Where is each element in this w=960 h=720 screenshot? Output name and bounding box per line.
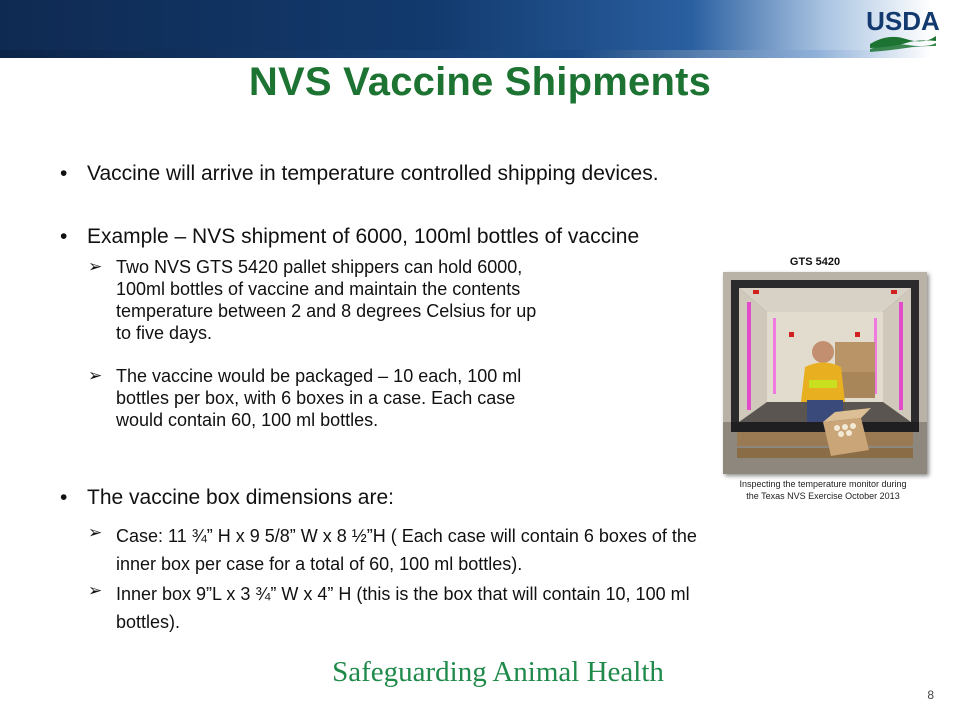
footer-tagline: Safeguarding Animal Health	[332, 656, 664, 688]
bullet-2-text: Example – NVS shipment of 6000, 100ml bottles of vaccine	[87, 225, 640, 248]
page-number: 8	[927, 688, 934, 702]
photo-title: GTS 5420	[789, 256, 841, 268]
sub-line: bottles per box, with 6 boxes in a case. Each case	[116, 388, 516, 408]
arrow-bullet-icon: ➢	[88, 523, 103, 542]
sub-line: to five days.	[116, 323, 213, 343]
bullet-1-text: Vaccine will arrive in temperature controlled shipping devices.	[87, 162, 659, 185]
slide-title: NVS Vaccine Shipments	[248, 60, 712, 104]
sub-line: Two NVS GTS 5420 pallet shippers can hold 6000,	[116, 257, 523, 277]
arrow-bullet-icon: ➢	[88, 366, 103, 385]
bullet-3-text: The vaccine box dimensions are:	[87, 486, 394, 509]
bullet-dot-icon: •	[60, 225, 68, 248]
sub-line: bottles).	[116, 612, 181, 632]
photo-caption-line-2: the Texas NVS Exercise October 2013	[746, 491, 900, 501]
bullet-dot-icon: •	[60, 162, 68, 185]
sub-line: would contain 60, 100 ml bottles.	[116, 410, 379, 430]
gts-5420-photo	[723, 272, 927, 474]
photo-caption	[700, 478, 946, 502]
header-banner-band	[0, 50, 960, 58]
arrow-bullet-icon: ➢	[88, 257, 103, 276]
sub-line: inner box per case for a total of 60, 100 ml bottles).	[116, 554, 523, 574]
sub-line: temperature between 2 and 8 degrees Celsius for up	[116, 301, 537, 321]
sub-line: Inner box 9”L x 3 ¾” W x 4” H (this is the box that will contain 10, 100 ml	[116, 584, 690, 604]
usda-logo	[866, 6, 940, 52]
sub-line: The vaccine would be packaged – 10 each, 100 ml	[116, 366, 522, 386]
photo-caption-line-1: Inspecting the temperature monitor during	[739, 479, 907, 489]
sub-line: 100ml bottles of vaccine and maintain the contents	[116, 279, 521, 299]
bullet-dot-icon: •	[60, 486, 68, 509]
usda-logo-text: USDA	[866, 6, 940, 36]
arrow-bullet-icon: ➢	[88, 581, 103, 600]
sub-line: Case: 11 ¾” H x 9 5/8” W x 8 ½”H ( Each case will contain 6 boxes of the	[116, 526, 697, 546]
